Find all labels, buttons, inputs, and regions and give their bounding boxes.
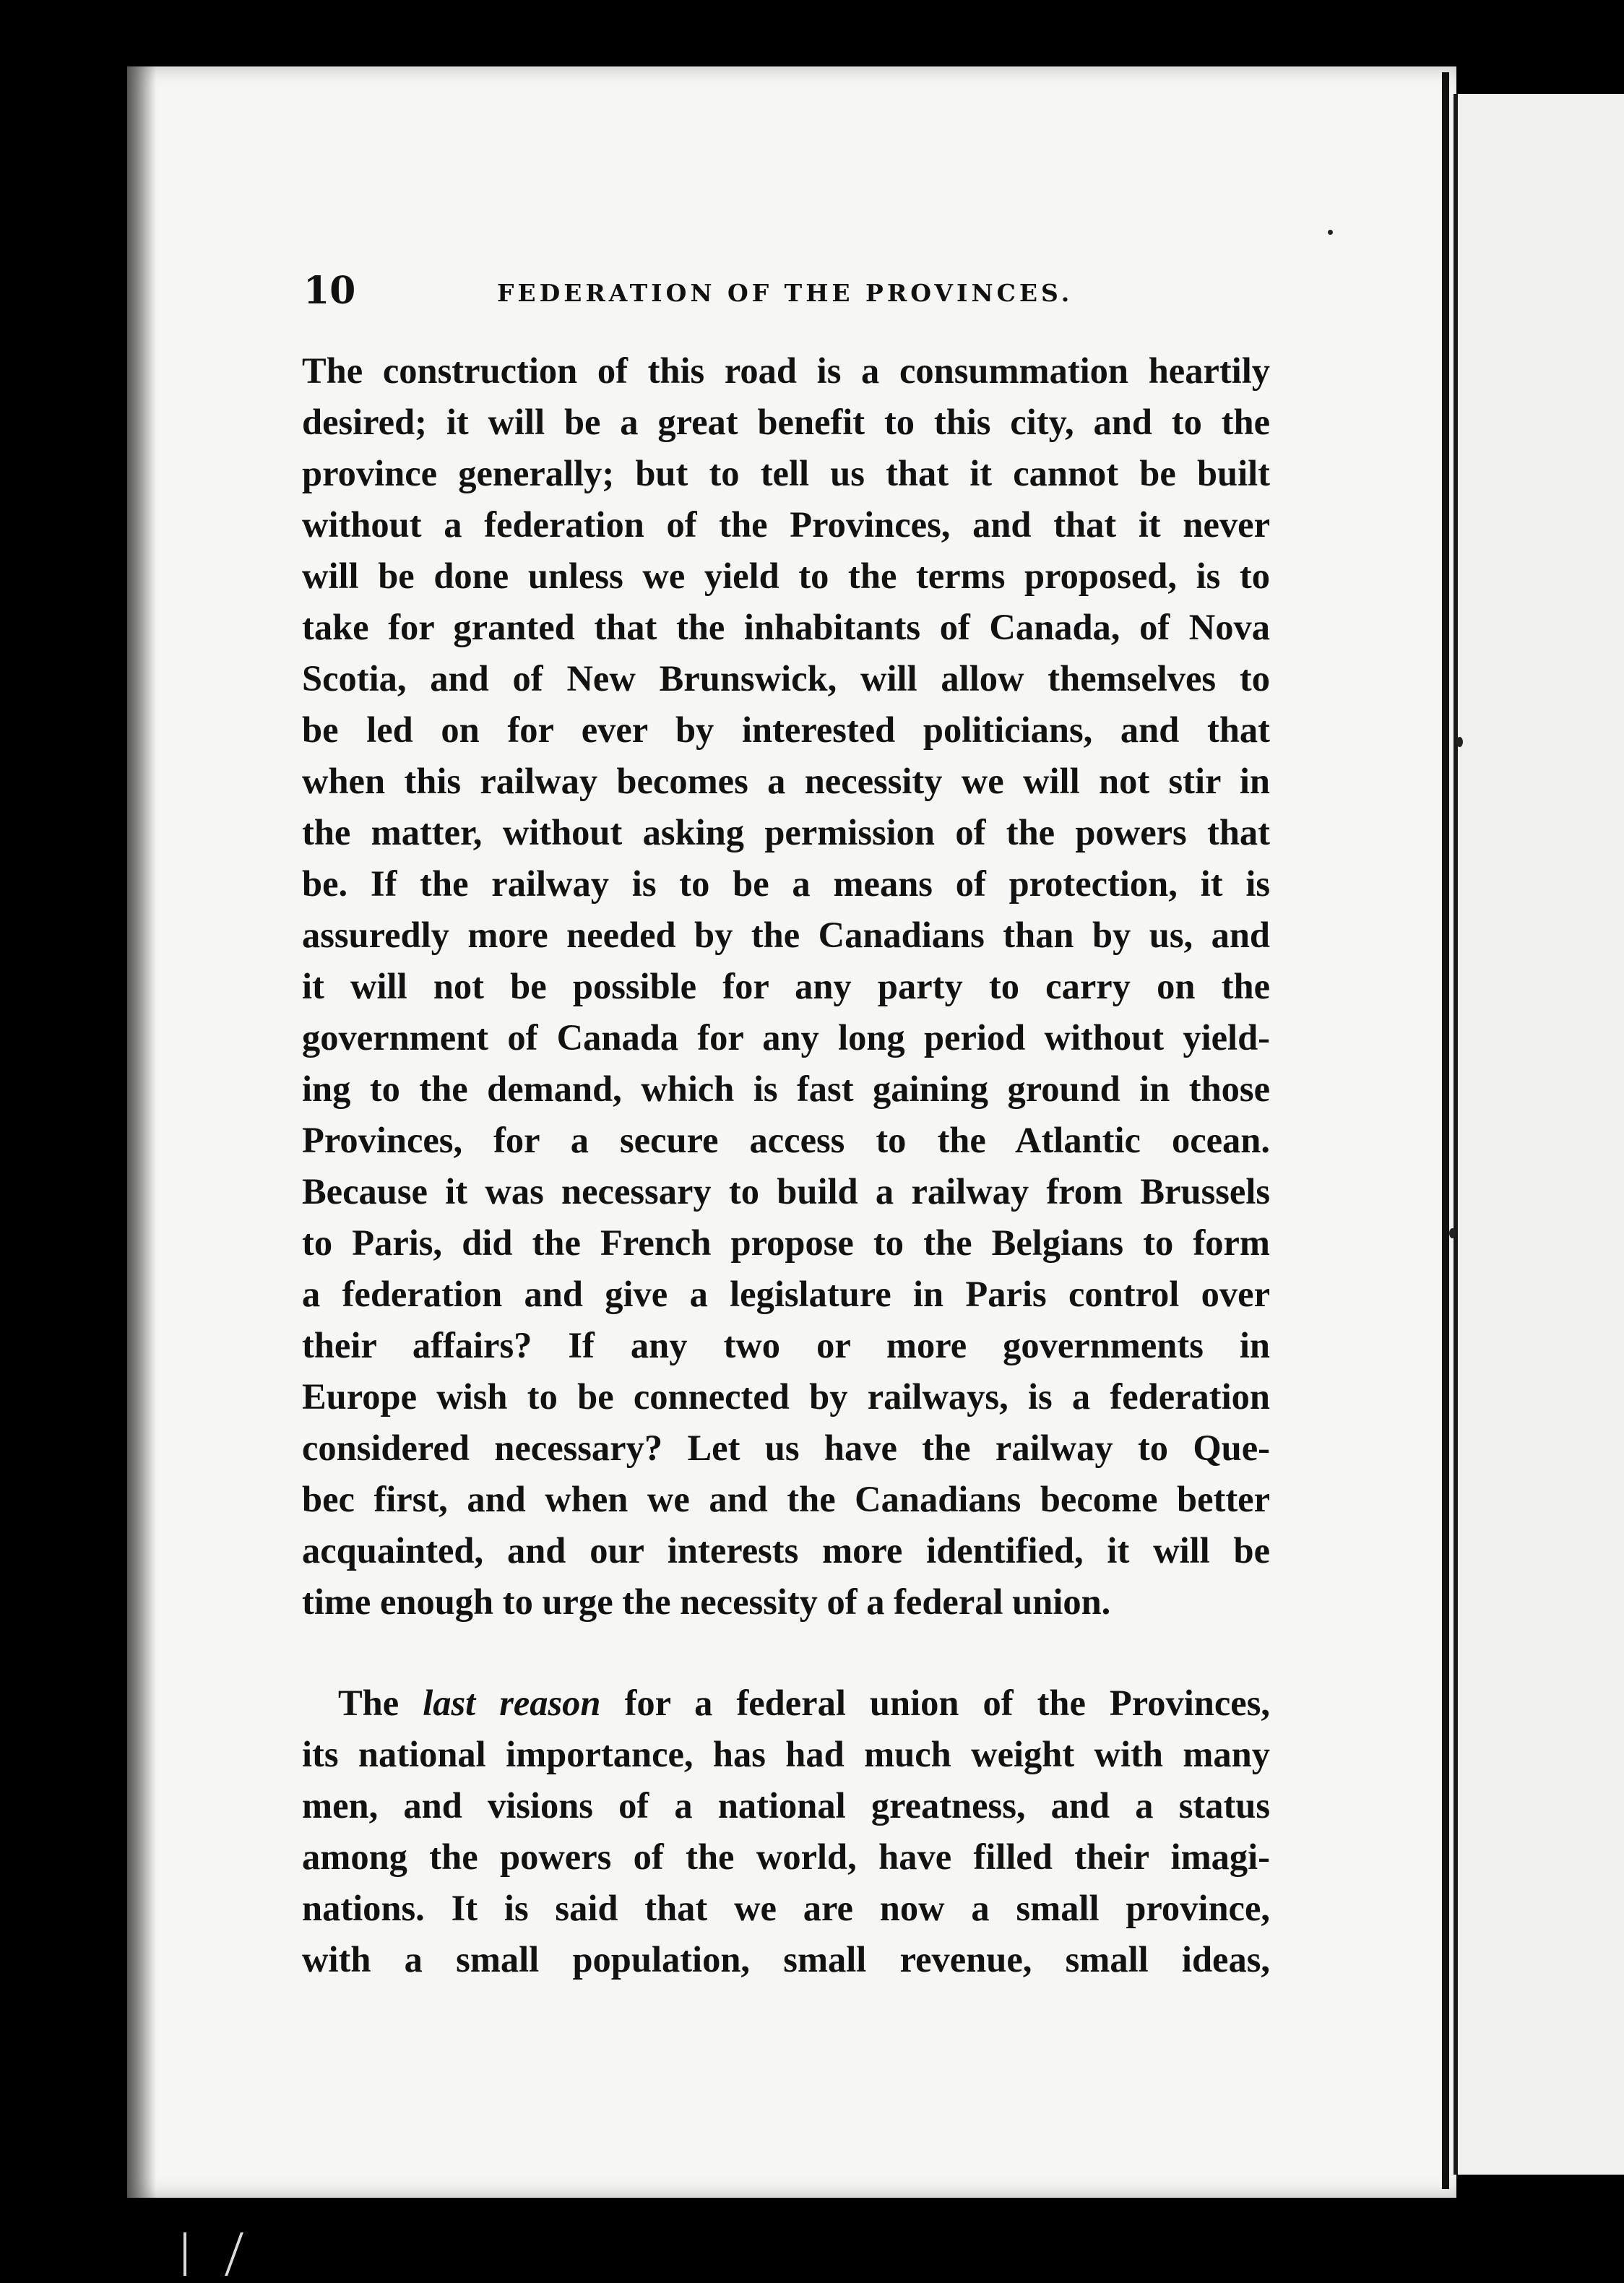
ink-speck — [1456, 737, 1463, 747]
scan-artifact — [183, 2232, 186, 2276]
text-line: to Paris, did the French propose to the Belgians to form — [302, 1222, 1270, 1263]
paragraph-1 — [302, 345, 1270, 1628]
ink-speck — [1328, 230, 1333, 235]
text-line: their affairs? If any two or more governments in — [302, 1325, 1270, 1365]
text-line: a federation and give a legislature in Paris control over — [302, 1274, 1270, 1314]
running-head: FEDERATION OF THE PROVINCES. — [497, 279, 1074, 307]
text-line: acquainted, and our interests more identified, it will be — [302, 1530, 1270, 1571]
italic-phrase: last reason — [423, 1683, 601, 1723]
text-line: The construction of this road is a consummation heartily — [302, 350, 1270, 391]
text-line: desired; it will be a great benefit to this city, and to the — [302, 402, 1270, 442]
text-line: be. If the railway is to be a means of protection, it is — [302, 863, 1270, 904]
text-line: Because it was necessary to build a railway from Brussels — [302, 1171, 1270, 1212]
text-line: Europe wish to be connected by railways, is a federation — [302, 1376, 1270, 1417]
text-line: with a small population, small revenue, small ideas, — [302, 1939, 1270, 1980]
text-line: take for granted that the inhabitants of Canada, of Nova — [302, 607, 1270, 647]
facing-page — [1454, 94, 1624, 2175]
text-line: time enough to urge the necessity of a federal union. — [302, 1581, 1111, 1622]
text-line: government of Canada for any long period without yield- — [302, 1017, 1270, 1058]
text-line: without a federation of the Provinces, and that it never — [302, 504, 1270, 545]
page-number: 10 — [303, 269, 356, 313]
text-line: assuredly more needed by the Canadians than by us, and — [302, 915, 1270, 955]
page-edge-divider — [1442, 72, 1449, 2189]
text-line: province generally; but to tell us that it cannot be built — [302, 453, 1270, 493]
text-line: when this railway becomes a necessity we will not stir in — [302, 761, 1270, 801]
text-line-first — [302, 1678, 1270, 1729]
text-line: Scotia, and of New Brunswick, will allow themselves to — [302, 658, 1270, 699]
text-line: men, and visions of a national greatness, and a status — [302, 1785, 1270, 1826]
text-line: considered necessary? Let us have the railway to Que- — [302, 1428, 1270, 1468]
text-line: Provinces, for a secure access to the Atlantic ocean. — [302, 1120, 1270, 1160]
text-run: The — [338, 1683, 423, 1723]
text-line: among the powers of the world, have filled their imagi- — [302, 1837, 1270, 1877]
text-line: will be done unless we yield to the terms proposed, is to — [302, 556, 1270, 596]
gutter-shadow — [127, 66, 156, 2198]
text-line: be led on for ever by interested politicians, and that — [302, 709, 1270, 750]
text-line: ing to the demand, which is fast gaining ground in those — [302, 1069, 1270, 1109]
text-line: the matter, without asking permission of the powers that — [302, 812, 1270, 853]
text-line: bec first, and when we and the Canadians become better — [302, 1479, 1270, 1519]
text-run: for a federal union of the Provinces, — [600, 1683, 1270, 1723]
text-line: nations. It is said that we are now a small province, — [302, 1888, 1270, 1928]
paragraph-2 — [302, 1678, 1270, 1985]
page-header — [303, 269, 1084, 319]
text-line: it will not be possible for any party to carry on the — [302, 966, 1270, 1006]
text-line: its national importance, has had much weight with many — [302, 1734, 1270, 1774]
ink-speck — [1449, 1228, 1456, 1238]
scan-artifact — [225, 2232, 243, 2276]
